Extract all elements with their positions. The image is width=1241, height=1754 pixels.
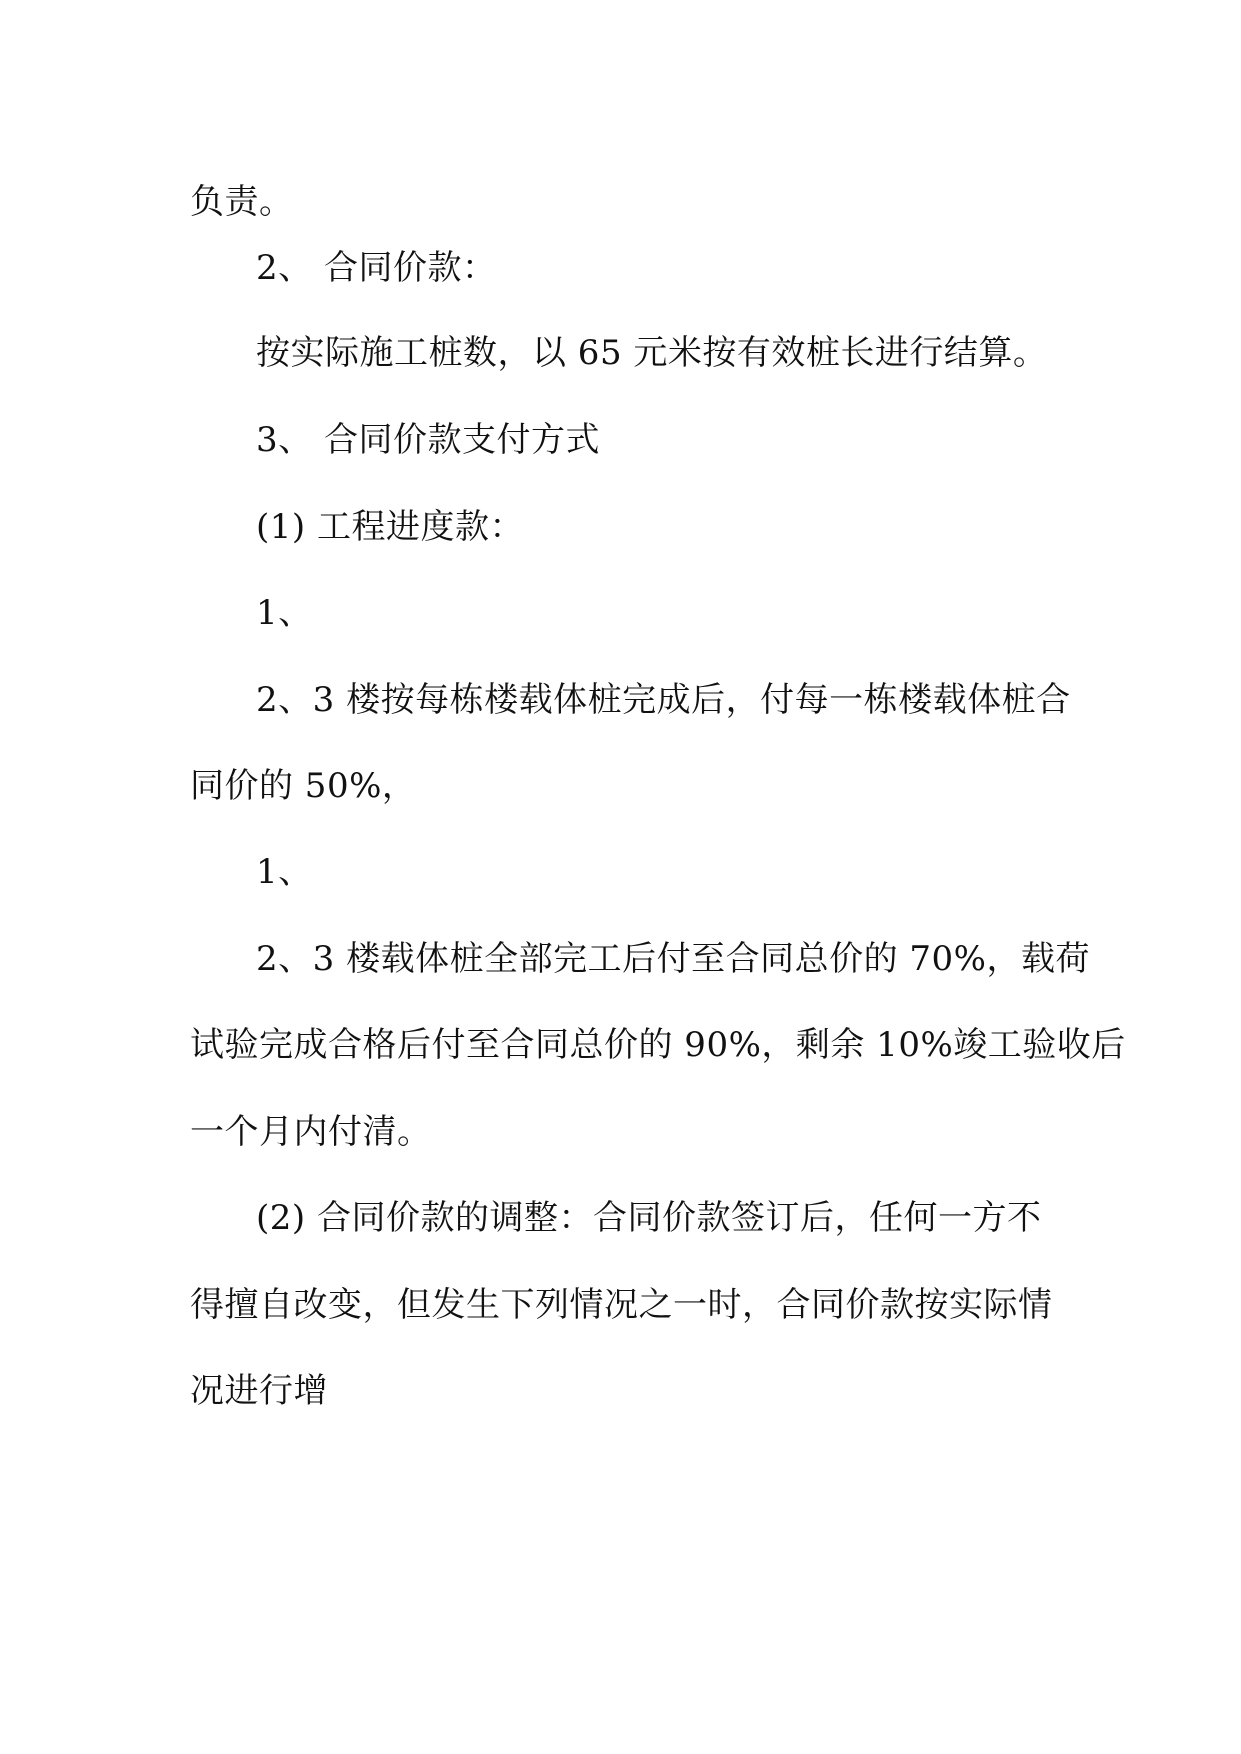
text-line-settlement: 按实际施工桩数，以 65 元米按有效桩长进行结算。: [256, 333, 1048, 373]
list-item-1-second: 1、: [256, 852, 313, 892]
text-line-90-percent: 试验完成合格后付至合同总价的 90%，剩余 10%竣工验收后: [190, 1025, 1126, 1065]
text-line-70-percent: 2、3 楼载体桩全部完工后付至合同总价的 70%，载荷: [256, 939, 1090, 979]
heading-payment-method: 3、 合同价款支付方式: [256, 420, 600, 460]
text-line-50-percent: 同价的 50%，: [190, 766, 417, 806]
list-item-1: 1、: [256, 593, 313, 633]
heading-contract-price: 2、 合同价款：: [256, 248, 497, 288]
text-line-fuze: 负责。: [190, 182, 294, 222]
heading-progress-payment: (1) 工程进度款：: [256, 507, 524, 547]
heading-price-adjustment: (2) 合同价款的调整：合同价款签订后，任何一方不: [256, 1198, 1042, 1238]
text-line-paid-in-full: 一个月内付清。: [190, 1112, 432, 1152]
text-line-increase: 况进行增: [190, 1371, 328, 1411]
text-line-building-payment: 2、3 楼按每栋楼载体桩完成后，付每一栋楼载体桩合: [256, 680, 1071, 720]
text-line-adjustment-conditions: 得擅自改变，但发生下列情况之一时，合同价款按实际情: [190, 1285, 1053, 1325]
